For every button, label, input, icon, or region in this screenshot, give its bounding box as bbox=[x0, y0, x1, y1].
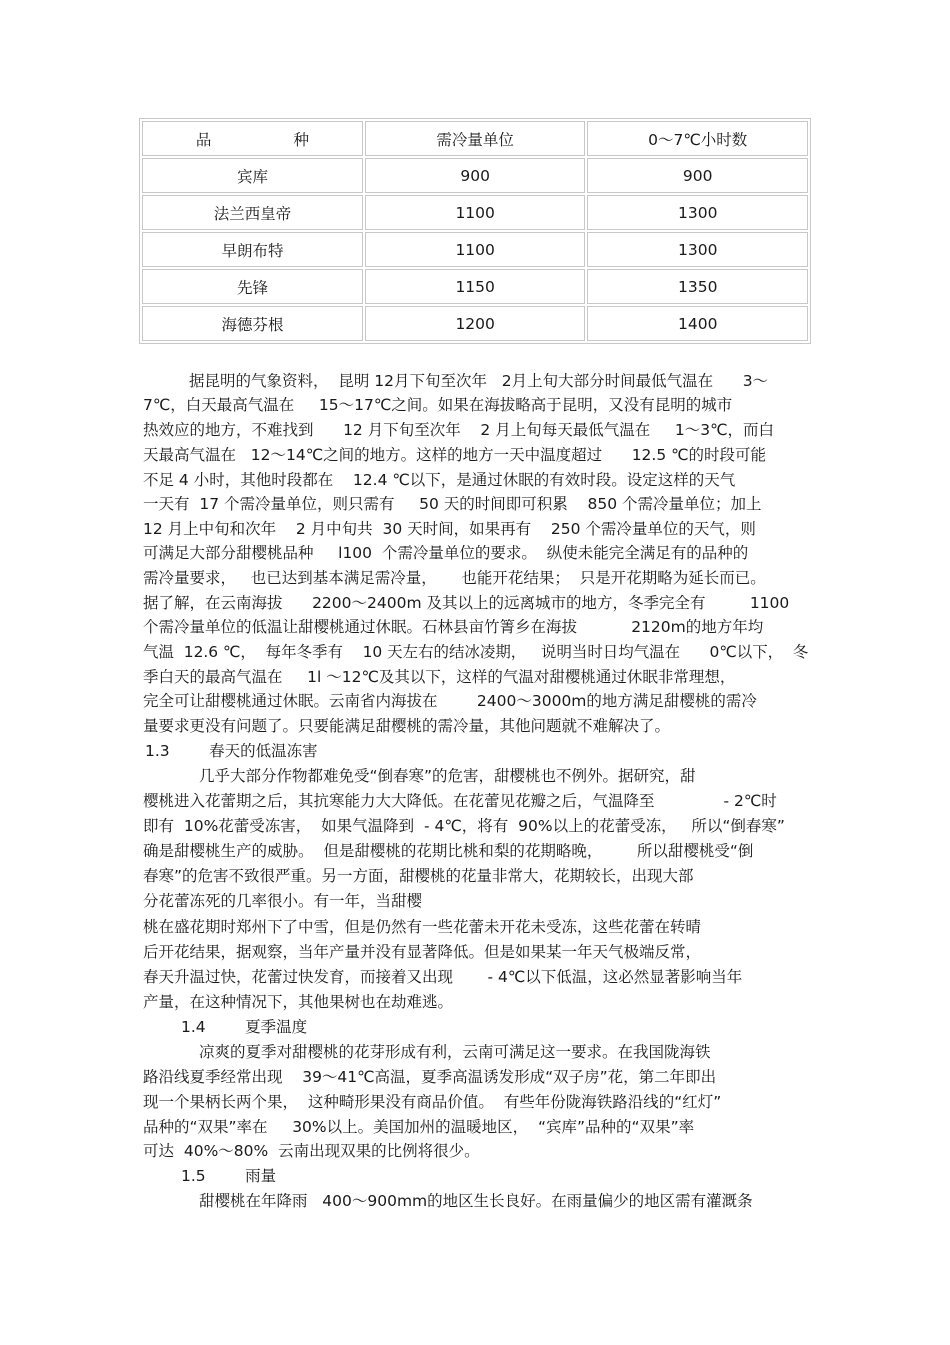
header-variety: 品 种 bbox=[142, 121, 363, 156]
body-text-line: 产量，在这种情况下，其他果树也在劫难逃。 bbox=[143, 993, 454, 1011]
body-text-line: 现一个果柄长两个果， 这种畸形果没有商品价值。 有些年份陇海铁路沿线的“红灯” bbox=[143, 1093, 722, 1111]
body-text-line: 确是甜樱桃生产的威胁。 但是甜樱桃的花期比桃和梨的花期略晚， 所以甜樱桃受“倒 bbox=[143, 842, 754, 860]
body-text-line: 春天升温过快，花蕾过快发育，而接着又出现 - 4℃以下低温，这必然显著影响当年 bbox=[143, 968, 743, 986]
cell-units: 1200 bbox=[365, 306, 586, 341]
body-text-line: 据昆明的气象资料， 昆明 12月下旬至次年 2月上旬大部分时间最低气温在 3～ bbox=[189, 372, 769, 390]
body-text-line: 季白天的最高气温在 1l ～12℃及其以下，这样的气温对甜樱桃通过休眠非常理想， bbox=[143, 668, 736, 686]
body-text-line: 气温 12.6 ℃， 每年冬季有 10 天左右的结冰凌期， 说明当时日均气温在 0℃以下， 冬 bbox=[143, 643, 809, 661]
cell-units: 900 bbox=[365, 158, 586, 193]
body-text-line: 桃在盛花期时郑州下了中雪，但是仍然有一些花蕾未开花未受冻，这些花蕾在转晴 bbox=[143, 918, 702, 936]
body-text-line: 一天有 17 个需冷量单位，则只需有 50 天的时间即可积累 850 个需冷量单位；加上 bbox=[143, 495, 762, 513]
cell-units: 1100 bbox=[365, 232, 586, 267]
body-text-line: 热效应的地方，不难找到 12 月下旬至次年 2 月上旬每天最低气温在 1～3℃，而白 bbox=[143, 421, 774, 439]
body-text-line: 凉爽的夏季对甜樱桃的花芽形成有利，云南可满足这一要求。在我国陇海铁 bbox=[199, 1043, 711, 1061]
body-text-line: 12 月上中旬和次年 2 月中旬共 30 天时间，如果再有 250 个需冷量单位的天气，则 bbox=[143, 520, 756, 538]
body-text-line: 即有 10%花蕾受冻害， 如果气温降到 - 4℃，将有 90%以上的花蕾受冻， 所以“倒春寒” bbox=[143, 817, 785, 835]
body-text-line: 后开花结果，据观察，当年产量并没有显著降低。但是如果某一年天气极端反常， bbox=[143, 943, 702, 961]
section-heading: 1.5 雨量 bbox=[181, 1167, 277, 1185]
table-row bbox=[142, 306, 808, 341]
cell-variety: 宾库 bbox=[142, 158, 363, 193]
body-text-line: 春寒”的危害不致很严重。另一方面，甜樱桃的花量非常大，花期较长，出现大部 bbox=[143, 867, 694, 885]
body-text-line: 路沿线夏季经常出现 39～41℃高温，夏季高温诱发形成“双子房”花，第二年即出 bbox=[143, 1068, 717, 1086]
cell-variety: 海德芬根 bbox=[142, 306, 363, 341]
cell-variety: 早朗布特 bbox=[142, 232, 363, 267]
header-chill-units: 需冷量单位 bbox=[365, 121, 586, 156]
body-text-line: 据了解，在云南海拔 2200～2400m 及其以上的远离城市的地方，冬季完全有 1100 bbox=[143, 594, 790, 612]
table-row bbox=[142, 232, 808, 267]
cell-hours: 900 bbox=[587, 158, 808, 193]
section-heading: 1.3 春天的低温冻害 bbox=[145, 742, 318, 760]
cell-hours: 1300 bbox=[587, 195, 808, 230]
cell-units: 1150 bbox=[365, 269, 586, 304]
body-text-line: 需冷量要求， 也已达到基本满足需冷量， 也能开花结果； 只是开花期略为延长而已。 bbox=[143, 569, 766, 587]
body-text-line: 7℃，白天最高气温在 15～17℃之间。如果在海拔略高于昆明，又没有昆明的城市 bbox=[143, 396, 733, 414]
body-text-line: 完全可让甜樱桃通过休眠。云南省内海拔在 2400～3000m的地方满足甜樱桃的需冷 bbox=[143, 692, 757, 710]
cell-hours: 1350 bbox=[587, 269, 808, 304]
table-row bbox=[142, 158, 808, 193]
body-text-line: 甜樱桃在年降雨 400～900mm的地区生长良好。在雨量偏少的地区需有灌溉条 bbox=[199, 1192, 753, 1210]
body-text-line: 天最高气温在 12～14℃之间的地方。这样的地方一天中温度超过 12.5 ℃的时段可能 bbox=[143, 446, 767, 464]
section-heading: 1.4 夏季温度 bbox=[181, 1018, 308, 1036]
body-text-line: 品种的“双果”率在 30%以上。美国加州的温暖地区， “宾库”品种的“双果”率 bbox=[143, 1118, 695, 1136]
body-text-line: 可达 40%～80% 云南出现双果的比例将很少。 bbox=[143, 1142, 480, 1160]
chilling-requirement-table bbox=[139, 118, 811, 344]
body-text-line: 分花蕾冻死的几率很小。有一年，当甜樱 bbox=[143, 892, 423, 910]
header-hours: 0～7℃小时数 bbox=[587, 121, 808, 156]
body-text-line: 可满足大部分甜樱桃品种 l100 个需冷量单位的要求。 纵使未能完全满足有的品种的 bbox=[143, 544, 749, 562]
body-text-line: 不足 4 小时，其他时段都在 12.4 ℃以下，是通过休眠的有效时段。设定这样的天气 bbox=[143, 471, 736, 489]
cell-hours: 1400 bbox=[587, 306, 808, 341]
table-header-row bbox=[142, 121, 808, 156]
body-text-line: 量要求更没有问题了。只要能满足甜樱桃的需冷量，其他问题就不难解决了。 bbox=[143, 717, 671, 735]
cell-hours: 1300 bbox=[587, 232, 808, 267]
cell-units: 1100 bbox=[365, 195, 586, 230]
cell-variety: 先锋 bbox=[142, 269, 363, 304]
table-row bbox=[142, 269, 808, 304]
body-text-line: 个需冷量单位的低温让甜樱桃通过休眠。石林县亩竹箐乡在海拔 2120m的地方年均 bbox=[143, 618, 764, 636]
table-row bbox=[142, 195, 808, 230]
body-text-line: 樱桃进入花蕾期之后，其抗寒能力大大降低。在花蕾见花瓣之后，气温降至 - 2℃时 bbox=[143, 792, 777, 810]
body-text-line: 几乎大部分作物都难免受“倒春寒”的危害，甜樱桃也不例外。据研究，甜 bbox=[199, 767, 696, 785]
cell-variety: 法兰西皇帝 bbox=[142, 195, 363, 230]
